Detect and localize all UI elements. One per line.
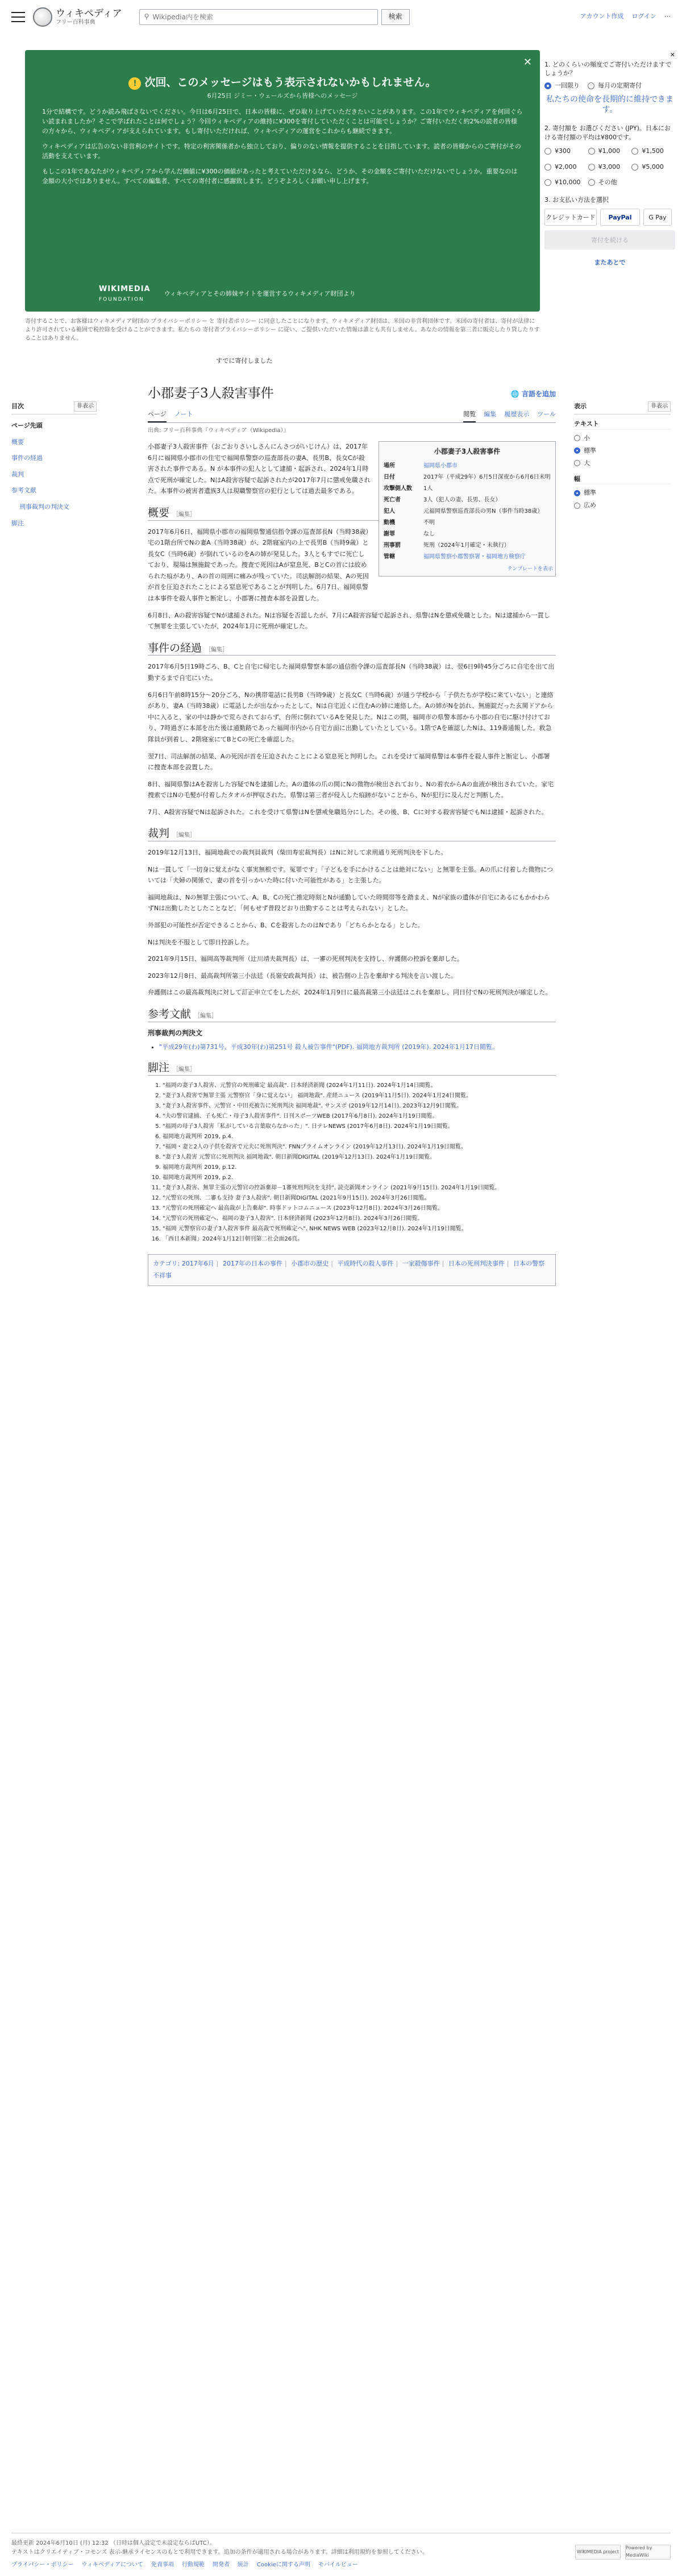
search-box	[139, 9, 378, 25]
section-edit-link[interactable]: ［編集］	[194, 1013, 218, 1019]
wikimedia-badge[interactable]: WIKIMEDIA project	[575, 2545, 621, 2560]
radio-icon	[588, 164, 595, 171]
login-link[interactable]: ログイン	[631, 13, 656, 20]
footnote-item[interactable]: 4. "夫の警官逮捕、子も死亡・母子3人殺害事件". 日刊スポーツWEB (2017年6月8日). 2024年1月19日閲覧。	[163, 1112, 556, 1121]
monthly-pitch: 私たちの使命を長期的に維持できます。	[546, 94, 673, 115]
heading-text: 概要	[148, 506, 170, 519]
appearance-title: 表示	[574, 403, 587, 410]
footnote-item[interactable]: 7. "福岡・妻と2人の子供を殺害で元夫に死刑判決". FNNプライムオンライン (2019年12月13日). 2024年1月19日閲覧。	[163, 1143, 556, 1152]
heading-text: 裁判	[148, 827, 170, 840]
trial-paragraph: Nは判決を不服として即日控訴した。	[148, 938, 253, 946]
search-form	[139, 9, 410, 25]
page-footer	[11, 2533, 671, 2570]
amount-label: ¥1,500	[642, 147, 664, 155]
category-link[interactable]: 小郡市の歴史	[291, 1260, 329, 1268]
page-tabs	[148, 409, 556, 423]
amount-label: その他	[598, 179, 617, 186]
overview-paragraph: 2017年6月6日、福岡県小郡市の福岡県警通信指令課の巡査部長N（当時38歳）宅の1階台所でNの妻A（当時38歳）が、2階寝室内の上で長男B（当時9歳）と長女C（当時6歳）が倒れているのをAの姉が発見した。3人ともすでに死亡しており、現場は無施錠であった。捜査で死因はAが窒息死、BとCの首には絞められた痕があり、Aの首の周囲に痛みが残っていた。司法解剖の結果、Aの死因が首を圧迫されたことによる窒息死であることが判明した。6月7日、福岡県警は本事件を殺人事件と断定し、小郡署に捜査本部を設置した。	[148, 528, 369, 603]
footer-link[interactable]: 統計	[237, 2562, 249, 2568]
infobox-title: 小郡妻子3人殺害事件	[434, 447, 501, 455]
infobox-key: 刑事罰	[384, 542, 401, 549]
infobox-key: 謝罪	[384, 531, 395, 538]
section-heading-notes	[148, 1061, 556, 1076]
toc-item[interactable]: 裁判	[11, 470, 24, 478]
option-label: 広め	[584, 501, 596, 509]
text-size-small[interactable]	[574, 432, 671, 445]
main-menu-icon[interactable]	[11, 12, 25, 22]
footnote-item[interactable]: 10. 福岡地方裁判所 2019, p.2.	[163, 1173, 556, 1183]
category-link[interactable]: 日本の警察不祥事	[153, 1260, 545, 1279]
category-link[interactable]: 日本の死刑判決事件	[448, 1260, 505, 1268]
search-input[interactable]	[152, 13, 372, 21]
option-label: 小	[584, 434, 590, 442]
infobox-value: 死刑（2024年1月確定・未執行）	[423, 542, 510, 549]
tab-page[interactable]: ページ	[148, 409, 167, 422]
events-paragraph: 7月、A殺害容疑でNは起訴された。これを受けて県警はNを懲戒免職処分にした。その後、B、Cに対する殺害容疑でもNは逮捕・起訴された。	[148, 808, 548, 816]
footnote-item[interactable]: 8. "妻子3人殺害 元警官に死刑判決 福岡地裁". 朝日新聞DIGITAL (2019年12月13日). 2024年1月19日閲覧。	[163, 1153, 556, 1162]
mediawiki-badge[interactable]: Powered by MediaWiki	[625, 2545, 671, 2560]
radio-icon	[588, 148, 595, 155]
banner-paragraph: もしこの1年であなたがウィキペディアから学んだ価値に¥300の価値があったと考えていただけるなら、どうか、その金額をご寄付いただけないでしょうか。重要なのは金額の大小ではありません。すべての編集者、すべての寄付者に感謝致します。どうぞよろしくお願い申し上げます。	[42, 168, 518, 185]
radio-icon	[574, 460, 580, 466]
amount-label: ¥1,000	[598, 147, 621, 155]
radio-icon	[631, 164, 638, 171]
freq-once-label: 一回限り	[555, 82, 580, 90]
infobox-key: 日付	[384, 474, 395, 481]
amount-option[interactable]	[631, 146, 675, 156]
trial-paragraph: Nは一貫して「一切身に覚えがなく事実無根です。冤罪です」「子どもを手にかけることは絶対にない」と無罪を主張。Aの爪に付着した微物については「夫婦の関係で、妻の首を引っかいた時に付いた可能性がある」と主張した。	[148, 865, 554, 885]
tab-tools[interactable]: ツール	[537, 410, 556, 418]
text-size-large[interactable]	[574, 457, 671, 470]
reference-list	[148, 1042, 556, 1052]
infobox-row	[381, 540, 553, 551]
text-size-standard[interactable]	[574, 445, 671, 457]
tab-read[interactable]: 閲覧	[463, 409, 476, 422]
option-label: 大	[584, 459, 590, 467]
radio-icon	[631, 148, 638, 155]
radio-icon	[588, 179, 595, 186]
infobox-row	[381, 506, 553, 517]
infobox-key: 管轄	[384, 554, 395, 561]
width-wide[interactable]	[574, 499, 671, 512]
trial-paragraph: 2021年9月15日、福岡高等裁判所（辻川靖夫裁判長）は、一審の死刑判決を支持し、弁護側の控訴を棄却した。	[148, 955, 463, 963]
trial-paragraph: 2019年12月13日、福岡地裁での裁判員裁判（柴田寿宏裁判長）はNに対して求刑通り死刑判決を下した。	[148, 849, 447, 857]
infobox-value: 不明	[423, 520, 435, 526]
footer-badges	[575, 2545, 671, 2560]
footer-link[interactable]: ウィキペディアについて	[81, 2562, 143, 2568]
events-paragraph: 翌7日、司法解剖の結果、Aの死因が首を圧迫されたことによる窒息死と判明した。これを受けて福岡県警は本事件を殺人事件と断定し、小郡署に捜査本部を設置した。	[148, 752, 550, 771]
amount-option[interactable]	[544, 162, 588, 172]
events-paragraph: 6月6日午前8時15分～20分ごろ、Nの携帯電話に長男B（当時9歳）と長女C（当時6歳）が通う学校から「子供たちが学校に来ていない」と連絡があり、妻A（当時38歳）に電話したが出なかったとして、Nは自宅近くに住むAの姉に連絡した。Aの姉がNを訪れ、無施錠だった玄関ドアから中に入ると、家の中は静かで荒らされておらず、台所に倒れているAを発見した。Nはこの間、福岡市の県警本部から小郡の自宅に駆け付けており、7時過ぎに本部を出た後は通勤路であった福岡市内から自宅方面に出勤していたとしている。1階でAを確認したNは、119番通報した。救急隊員が到着し、2階寝室にてBとCの死亡を確認した。	[148, 691, 554, 743]
appearance-panel	[574, 401, 671, 512]
text-size-label: テキスト	[574, 419, 671, 430]
wikimedia-logo-sub: FOUNDATION	[99, 296, 144, 302]
info-icon: !	[128, 77, 141, 90]
footnote-item[interactable]: 2. "妻子3人殺害で無罪主張 元警察官「身に覚えない」 福岡地裁". 産経ニュース (2019年11月5日). 2024年1月24日閲覧。	[163, 1092, 556, 1101]
toc-item[interactable]: ページ先頭	[11, 422, 43, 429]
infobox	[379, 441, 556, 576]
banner-title-text: 次回、このメッセージはもう表示されないかもしれません。	[144, 76, 436, 89]
section-heading-events	[148, 641, 556, 656]
toc-item[interactable]: 参考文献	[11, 487, 36, 495]
amount-option-other[interactable]	[588, 177, 632, 188]
create-account-link[interactable]: アカウント作成	[580, 13, 624, 20]
reference-item	[159, 1042, 556, 1052]
fundraising-banner	[25, 50, 540, 312]
tab-talk[interactable]: ノート	[174, 410, 193, 418]
infobox-row	[381, 495, 553, 506]
add-language-button[interactable]	[511, 389, 556, 400]
section-edit-link[interactable]: ［編集］	[173, 511, 196, 518]
footnote-item[interactable]: 9. 福岡地方裁判所 2019, p.12.	[163, 1163, 556, 1172]
category-link[interactable]: 2017年6月	[181, 1260, 214, 1268]
footnote-item[interactable]: 1. "福岡の妻子3人殺害、元警官の死刑確定 最高裁". 日本経済新聞 (2024年1月11日). 2024年1月14日閲覧。	[163, 1081, 556, 1090]
width-label: 幅	[574, 474, 671, 485]
infobox-row	[381, 517, 553, 529]
reference-link[interactable]: "平成29年(わ)第731号、平成30年(わ)第251号 殺人被告事件"(PDF). 福岡地方裁判所 (2019年). 2024年1月17日閲覧。	[159, 1043, 498, 1051]
radio-icon	[574, 435, 580, 441]
infobox-row	[381, 551, 553, 563]
option-label: 標準	[584, 489, 596, 497]
close-icon[interactable]: ✕	[669, 51, 675, 59]
last-updated: 最終更新 2024年6月10日 (月) 12:32 （日時は個人設定で未設定ならばUTC）。	[11, 2540, 215, 2546]
amount-label: ¥2,000	[555, 163, 577, 171]
section-edit-link[interactable]: ［編集］	[173, 1067, 196, 1073]
category-link[interactable]: 2017年の日本の事件	[223, 1260, 282, 1268]
tab-history[interactable]: 履歴表示	[504, 410, 530, 418]
article	[148, 385, 556, 1286]
already-donated-link[interactable]: すでに寄付しました	[216, 357, 273, 364]
donation-policy-text: 寄付することで、お客様はウィキメディア財団の プライバシーポリシー と 寄付者ポリシー に同意したことになります。ウィキメディア財団は、米国の非営利団体です。米国の寄付者は、寄付が法律により許可されている範囲で税控除を受けることができます。私たちの 寄付者プライバシーポリシー に従い、ご提供いただいた情報は誰とも共有しません。あなたの情報を第三者に販売したり貸したりすることはありません。	[25, 318, 540, 342]
payment-methods	[544, 209, 675, 226]
add-language-label: 言語を追加	[521, 390, 556, 398]
infobox-value[interactable]: 福岡県警察小郡警察署・福岡地方検察庁	[423, 554, 526, 561]
amount-question: 2. 寄付額を お選びください (JPY)。日本における寄付額の平均は¥800です。	[544, 125, 671, 141]
amount-label: ¥3,000	[598, 163, 621, 171]
more-options-icon[interactable]: ⋯	[664, 13, 671, 20]
section-edit-link[interactable]: ［編集］	[205, 646, 228, 653]
footnote-list	[148, 1081, 556, 1244]
radio-icon	[544, 164, 551, 171]
infobox-row	[381, 461, 553, 472]
category-link[interactable]: 一家殺傷事件	[402, 1260, 440, 1268]
events-paragraph: 2017年6月5日19時ごろ、B、Cと自宅に帰宅した福岡県警察本部の通信指令課の巡査部長N（当時38歳）は、翌6日9時45分ごろに自宅を出て出勤するまで自宅にいた。	[148, 663, 555, 682]
section-edit-link[interactable]: ［編集］	[173, 832, 196, 839]
infobox-row	[381, 472, 553, 483]
footnote-item[interactable]: 15. "福岡 元警察官の妻子3人殺害事件 最高裁で死刑確定へ". NHK NEWS WEB (2023年12月8日). 2024年1月19日閲覧。	[163, 1225, 556, 1234]
amount-grid	[544, 146, 675, 188]
amount-option[interactable]	[544, 146, 588, 156]
lead-paragraph: 小郡妻子3人殺害事件（おごおりさいしさんにんさつがいじけん）は、2017年6月に福岡県小郡市の住宅で福岡県警察の巡査部長の妻A、長男B、長女Cが殺害された事件である。N が本事件の犯人として逮捕・起訴され、2024年1月時点で死刑が確定した。NはA殺害容疑で起訴されたが2017年7月に懲戒免職された。本事件の被害者遺族3人は現職警察官の犯行としては過去最多である。	[148, 443, 371, 495]
search-icon: ⚲	[144, 13, 149, 21]
overview-paragraph: 6月8日、Aの殺害容疑でNが逮捕された。Nは容疑を否認したが、7月にA殺害容疑で起訴され、県警はNを懲戒免職とした。Nは逮捕から一貫して無罪を主張していたが、2024年1月に死刑が確定した。	[148, 611, 550, 630]
footnote-item[interactable]: 12. "元警官の死刑、二審も支持 妻子3人殺害". 朝日新聞DIGITAL (2021年9月15日). 2024年3月26日閲覧。	[163, 1194, 556, 1203]
wikimedia-caption: ウィキペディアとその姉妹サイトを運営するウィキメディア財団より	[164, 289, 356, 297]
section-heading-references	[148, 1007, 556, 1022]
personal-tools	[580, 11, 671, 22]
radio-icon	[574, 490, 580, 496]
footer-link[interactable]: 開発者	[212, 2562, 230, 2568]
heading-text: 脚注	[148, 1061, 170, 1075]
footnote-item[interactable]: 5. "福岡の母子3人殺害「私がしている言葉取らなかった」". 日テレNEWS (2017年6月8日). 2024年1月19日閲覧。	[163, 1122, 556, 1131]
heading-text: 参考文献	[148, 1007, 192, 1021]
wikipedia-globe-icon	[33, 7, 52, 27]
footer-link[interactable]: Cookieに関する声明	[256, 2562, 310, 2568]
footnote-item[interactable]: 6. 福岡地方裁判所 2019, p.4.	[163, 1133, 556, 1142]
donate-submit-button[interactable]: 寄付を続ける	[544, 230, 675, 250]
infobox-table	[381, 461, 553, 563]
amount-option[interactable]	[588, 162, 632, 172]
frequency-question: 1. どのくらいの頻度でご寄付いただけますでしょうか？	[544, 60, 672, 77]
amount-label: ¥300	[555, 147, 571, 155]
site-logo[interactable]	[33, 7, 122, 27]
radio-icon	[574, 503, 580, 509]
subsection-heading: 刑事裁判の判決文	[148, 1028, 203, 1037]
option-label: 標準	[584, 446, 596, 454]
amount-label: ¥5,000	[642, 163, 664, 171]
footnote-item[interactable]: 11. "妻子3人殺害、無罪主張の元警官の控訴棄却－1審死刑判決を支持". 読売新聞オンライン (2021年9月15日). 2024年1月19日閲覧。	[163, 1184, 556, 1193]
amount-option[interactable]	[631, 162, 675, 172]
trial-paragraph: 2023年12月8日、最高裁判所第三小法廷（長嶺安政裁判長）は、被告側の上告を棄却する判決を言い渡した。	[148, 972, 457, 980]
trial-paragraph: 外部犯の可能性が否定できることから、B、Cを殺害したのはNであり「どちらかとなる」とした。	[148, 921, 424, 929]
infobox-value: 元福岡県警察巡査部長の男N（事件当時38歳）	[423, 508, 543, 515]
maybe-later-link[interactable]: またあとで	[594, 259, 626, 267]
toc-title: 目次	[11, 403, 24, 410]
infobox-key: 動機	[384, 520, 395, 526]
tab-edit[interactable]: 編集	[484, 410, 497, 418]
category-box: カテゴリ: 2017年6月 | 2017年の日本の事件 | 小郡市の歴史 | 平成時代の殺人事件 | 一家殺傷事件 | 日本の死刑判決事件 | 日本の警察不祥事	[148, 1254, 556, 1286]
width-standard[interactable]	[574, 487, 671, 499]
radio-icon	[588, 82, 594, 89]
footnote-item[interactable]: 14. "元警官の死刑確定へ、福岡の妻子3人殺害". 日本経済新聞 (2023年12月8日). 2024年3月26日閲覧。	[163, 1214, 556, 1223]
freq-once-option[interactable]	[544, 81, 580, 91]
toc-subitem[interactable]: 刑事裁判の判決文	[19, 503, 69, 511]
amount-option[interactable]	[544, 177, 588, 188]
trial-paragraph: 弁護側はこの最高裁判決に対して訂正申立てをしたが、2024年1月9日に最高裁第三小法廷はこれを棄却し、同日付でNの死刑判決が確定した。	[148, 989, 552, 997]
footnote-item[interactable]: 3. "妻子3人殺害事件、元警官・中田充被告に死刑判決 福岡地裁". サンスポ (2019年12月14日). 2023年12月9日閲覧。	[163, 1102, 556, 1111]
logo-title: ウィキペディア	[56, 8, 122, 20]
infobox-key: 死亡者	[384, 497, 401, 504]
infobox-key: 犯人	[384, 508, 395, 515]
article-source-note: 出典: フリー百科事典『ウィキペディア（Wikipedia）』	[148, 428, 289, 434]
toc-item[interactable]: 脚注	[11, 519, 24, 527]
category-link[interactable]: 平成時代の殺人事件	[337, 1260, 394, 1268]
table-of-contents	[11, 401, 97, 532]
toc-hide-button[interactable]: 非表示	[74, 401, 97, 412]
close-icon[interactable]: ✕	[523, 56, 532, 68]
freq-monthly-option[interactable]	[588, 81, 642, 91]
wikimedia-signature	[99, 284, 356, 304]
heading-text: 事件の経過	[148, 641, 202, 654]
payment-question: 3. お支払い方法を選択	[544, 196, 609, 204]
freq-monthly-label: 毎月の定期寄付	[598, 82, 642, 90]
infobox-row	[381, 483, 553, 495]
radio-icon	[544, 82, 551, 89]
infobox-value[interactable]: 福岡県小郡市	[423, 463, 458, 470]
footnote-item[interactable]: 13. "元警官の死刑確定へ 最高裁が上告棄却". 時事ドットコムニュース (2023年12月8日). 2024年3月26日閲覧。	[163, 1204, 556, 1213]
search-button[interactable]: 検索	[381, 9, 410, 25]
wikimedia-logo-text: WIKIMEDIA	[99, 284, 151, 293]
footer-link[interactable]: プライバシー・ポリシー	[11, 2562, 74, 2568]
amount-label: ¥10,000	[555, 179, 581, 186]
infobox-value: なし	[423, 531, 435, 538]
footer-link[interactable]: モバイルビュー	[318, 2562, 358, 2568]
section-heading-trial	[148, 827, 556, 841]
logo-subtitle: フリー百科事典	[56, 19, 95, 26]
infobox-value: 1人	[423, 486, 433, 492]
infobox-key: 攻撃側人数	[384, 486, 412, 492]
amount-option[interactable]	[588, 146, 632, 156]
toc-item[interactable]: 概要	[11, 438, 24, 446]
banner-paragraph: 1分で結構です。どうか読み飛ばさないでください。今日は6月25日で、日本の皆様に、ぜひ取り上げていただきたいことがあります。この1年でウィキペディアを何回ぐらい読まれましたか？そこで学ばれたことは何でしょう？今回ウィキペディアの維持に¥300を寄付していただくことは可能でしょうか？ご寄付いただく約2%の読者の皆様の方々から、ウィキペディアが支えられています。もし寄付いただければ、ウィキペディアの運営をこれからも継続できます。	[42, 107, 523, 135]
language-icon: 🌐	[510, 390, 522, 398]
events-paragraph: 8日、福岡県警はAを殺害した容疑でNを逮捕した。Aの遺体の爪の間にNの微物が検出されており、Nの着衣からAの血液が検出されていた。家宅捜索ではNの毛髪が付着したタオルが押収された。県警は第三者が侵入した痕跡がないことから、Nが犯行に及んだと判断した。	[148, 780, 554, 799]
credit-card-button[interactable]: クレジットカード	[544, 209, 597, 226]
donation-form	[544, 50, 675, 354]
footer-link[interactable]: 免責事項	[151, 2562, 174, 2568]
footer-links	[11, 2561, 671, 2570]
banner-subtitle: 6月25日 ジミー・ウェールズから皆様へのメッセージ	[207, 92, 358, 100]
appearance-hide-button[interactable]: 非表示	[648, 401, 671, 412]
infobox-key: 場所	[384, 463, 395, 470]
show-template-link[interactable]: テンプレートを表示	[507, 566, 553, 573]
trial-paragraph: 福岡地裁は、Nの無罪主張について、A、B、Cの死亡推定時刻とNが通勤していた時間帯等を踏まえ、Nが家族の遺体が自宅にあるにもかかわらずNは出勤したとしたことなど、「何もせず普段どおり出勤することは考えられない」とした。	[148, 893, 550, 912]
google-pay-button[interactable]: G Pay	[643, 209, 672, 226]
categories-label[interactable]: カテゴリ:	[153, 1260, 180, 1268]
page-title: 小郡妻子3人殺害事件	[148, 386, 274, 401]
site-header	[0, 0, 682, 34]
infobox-value: 2017年（平成29年）6月5日深夜から6月6日未明	[423, 474, 551, 481]
radio-icon	[544, 148, 551, 155]
paypal-button[interactable]: PayPal	[600, 209, 640, 226]
footnote-item[interactable]: 16. 「西日本新聞」2024年1月12日朝刊第二社会面26頁。	[163, 1235, 556, 1244]
radio-icon	[544, 179, 551, 186]
banner-paragraph: ウィキペディアは広告のない非営利のサイトです。特定の利害関係者から独立しており、偏りのない情報を提供することを目指しています。読者の皆様からのご寄付がその活動を支えています。	[42, 143, 521, 160]
footer-link[interactable]: 行動規範	[181, 2562, 205, 2568]
infobox-row	[381, 529, 553, 540]
radio-icon	[574, 447, 580, 454]
banner-title	[42, 74, 523, 91]
toc-item[interactable]: 事件の経過	[11, 454, 43, 462]
infobox-value: 3人（犯人の妻、長男、長女）	[423, 497, 501, 504]
license-text: テキストはクリエイティブ・コモンズ 表示-継承ライセンスのもとで利用できます。追加の条件が適用される場合があります。詳細は利用規約を参照してください。	[11, 2549, 428, 2556]
